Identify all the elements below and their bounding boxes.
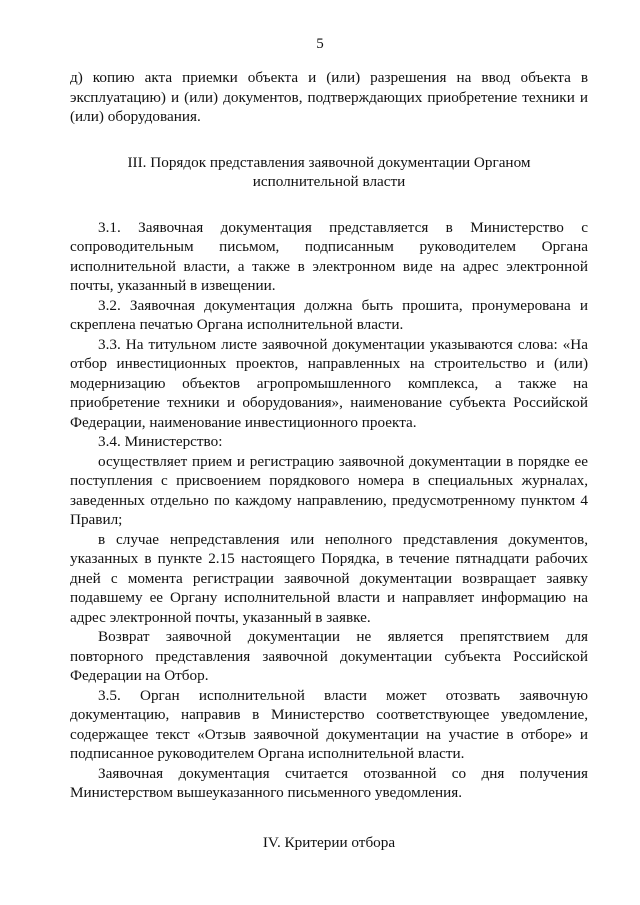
paragraph-3-2: 3.2. Заявочная документация должна быть прошита, пронумерована и скреплена печатью Органа исполнительной власти.: [70, 296, 588, 333]
paragraph-3-3: 3.3. На титульном листе заявочной документации указываются слова: «На отбор инвестиционных проектов, направленных на строительство и (или) модернизацию объектов агропромышленного комплекса, а также на приобретение техники и оборудования», наименование субъекта Российской Федерации, наименование инвестиционного проекта.: [70, 335, 588, 431]
page-number: 5: [316, 36, 324, 52]
paragraph-3-1: 3.1. Заявочная документация представляется в Министерство с сопроводительным письмом, подписанным руководителем Органа исполнительной власти, а также в электронном виде на адрес электронной почты, указанный в извещении.: [70, 218, 588, 294]
document-body: [70, 68, 588, 878]
paragraph-3-4-note: Возврат заявочной документации не является препятствием для повторного представления заявочной документации субъекта Российской Федерации на Отбор.: [70, 628, 588, 684]
paragraph-3-4-reception: осуществляет прием и регистрацию заявочной документации в порядке ее поступления с присвоением порядкового номера в специальных журналах, заведенных отдельно по каждому направлению, предусмотренному пунктом 4 Правил;: [70, 452, 588, 528]
paragraph-3-5-withdrawal: Заявочная документация считается отозванной со дня получения Министерством вышеуказанного письменного уведомления.: [70, 764, 588, 801]
paragraph-3-4-return: в случае непредставления или неполного представления документов, указанных в пункте 2.15 настоящего Порядка, в течение пятнадцати рабочих дней с момента регистрации заявочной документации возвращает заявку подавшему ее Органу исполнительной власти и направляет информацию на адрес электронной почты, указанный в заявке.: [70, 530, 588, 626]
paragraph-3-4: 3.4. Министерство:: [98, 433, 223, 450]
section-heading-4: IV. Критерии отбора: [262, 833, 396, 851]
section-heading-3: III. Порядок представления заявочной документации Органом исполнительной власти: [127, 153, 531, 190]
paragraph-item-d: д) копию акта приемки объекта и (или) разрешения на ввод объекта в эксплуатацию) и (или) документов, подтверждающих приобретение техники и (или) оборудования.: [70, 69, 588, 125]
paragraph-3-5: 3.5. Орган исполнительной власти может отозвать заявочную документацию, направив в Министерство соответствующее уведомление, содержащее текст «Отзыв заявочной документации на участие в отборе» и подписанное руководителем Органа исполнительной власти.: [70, 686, 588, 762]
